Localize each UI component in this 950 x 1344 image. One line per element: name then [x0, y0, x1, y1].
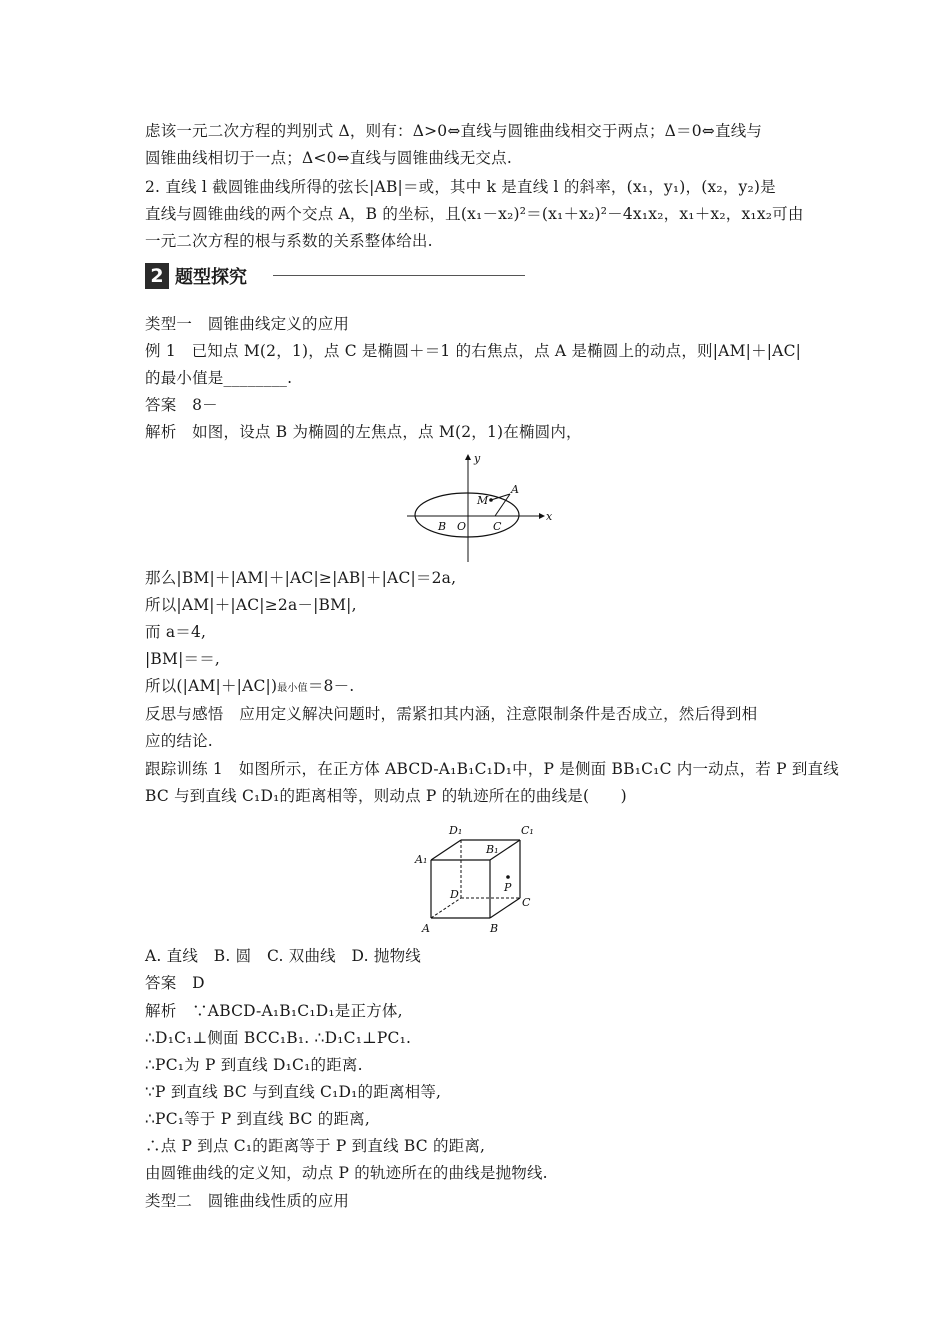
intro-line-1: 虑该一元二次方程的判别式 Δ，则有：Δ>0⇔直线与圆锥曲线相交于两点；Δ＝0⇔直线与	[145, 122, 763, 140]
cube-label-c: C	[522, 896, 531, 909]
segment-ma	[491, 494, 510, 500]
type2-title: 类型二 圆锥曲线性质的应用	[145, 1192, 350, 1210]
step-2: 所以|AM|＋|AC|≥2a－|BM|,	[145, 596, 357, 614]
practice1-line-2: BC 与到直线 C₁D₁的距离相等，则动点 P 的轨迹所在的曲线是( )	[145, 787, 627, 805]
cube-label-a: A	[422, 922, 430, 935]
step-1: 那么|BM|＋|AM|＋|AC|≥|AB|＋|AC|＝2a,	[145, 569, 457, 587]
cube-label-a1: A₁	[415, 853, 428, 866]
step-5-tail: ＝8－.	[307, 677, 355, 695]
practice1-step-4: ∴PC₁等于 P 到直线 BC 的距离,	[145, 1110, 370, 1128]
step-5-main: 所以(|AM|＋|AC|)	[145, 677, 278, 695]
practice1-answer: 答案 D	[145, 974, 205, 992]
label-c: C	[493, 520, 502, 533]
practice1-step-3: ∵P 到直线 BC 与到直线 C₁D₁的距离相等,	[145, 1083, 442, 1101]
step-4: |BM|＝＝,	[145, 650, 221, 668]
practice1-analysis: 解析 ∵ABCD-A₁B₁C₁D₁是正方体,	[145, 1002, 403, 1020]
cube-label-c1: C₁	[521, 824, 534, 837]
example1-answer: 答案 8－	[145, 396, 218, 414]
intro-line-4: 直线与圆锥曲线的两个交点 A，B 的坐标，且(x₁－x₂)²＝(x₁＋x₂)²－4x₁x₂，x₁＋x₂，x₁x₂可由	[145, 205, 804, 223]
label-o: O	[457, 520, 467, 533]
cube-label-b1: B₁	[486, 843, 499, 856]
ellipse-figure	[407, 454, 552, 564]
section-rule	[273, 275, 525, 276]
practice1-step-5: ∴点 P 到点 C₁的距离等于 P 到直线 BC 的距离,	[145, 1137, 486, 1155]
label-a: A	[511, 483, 519, 496]
ellipse-curve	[415, 493, 519, 537]
section-number-badge: 2	[145, 263, 169, 289]
section-heading	[145, 263, 247, 289]
cube-label-b: B	[490, 922, 499, 935]
practice1-step-2: ∴PC₁为 P 到直线 D₁C₁的距离.	[145, 1056, 363, 1074]
step-3: 而 a＝4,	[145, 623, 207, 641]
y-axis-arrow	[465, 454, 471, 460]
example1-line-2: 的最小值是________.	[145, 369, 293, 387]
label-x: x	[546, 510, 552, 523]
example1-analysis: 解析 如图，设点 B 为椭圆的左焦点，点 M(2，1)在椭圆内，	[145, 423, 582, 441]
practice1-step-6: 由圆锥曲线的定义知，动点 P 的轨迹所在的曲线是抛物线.	[145, 1164, 548, 1182]
label-b: B	[438, 520, 447, 533]
example1-line-1: 例 1 已知点 M(2，1)，点 C 是椭圆＋＝1 的右焦点，点 A 是椭圆上的动点，则|AM|＋|AC|	[145, 342, 802, 360]
cube-label-d1: D₁	[449, 824, 463, 837]
reflect-line-1: 反思与感悟 应用定义解决问题时，需紧扣其内涵，注意限制条件是否成立，然后得到相	[145, 705, 758, 723]
reflect-line-2: 应的结论.	[145, 732, 213, 750]
cube-figure	[413, 815, 543, 940]
label-m: M	[477, 494, 489, 507]
practice1-options: A. 直线 B. 圆 C. 双曲线 D. 抛物线	[145, 947, 421, 965]
cube-label-p: P	[504, 881, 512, 894]
step-5	[145, 673, 354, 702]
label-y: y	[474, 454, 481, 465]
intro-line-3: 2. 直线 l 截圆锥曲线所得的弦长|AB|＝或，其中 k 是直线 l 的斜率，(x₁，y₁)，(x₂，y₂)是	[145, 178, 776, 196]
intro-line-2: 圆锥曲线相切于一点；Δ<0⇔直线与圆锥曲线无交点.	[145, 149, 512, 167]
cube-point-p	[506, 875, 510, 879]
practice1-step-1: ∴D₁C₁⊥侧面 BCC₁B₁. ∴D₁C₁⊥PC₁.	[145, 1029, 412, 1047]
practice1-line-1: 跟踪训练 1 如图所示，在正方体 ABCD-A₁B₁C₁D₁中，P 是侧面 BB₁C₁C 内一动点，若 P 到直线	[145, 760, 839, 778]
point-m	[489, 498, 493, 502]
intro-line-5: 一元二次方程的根与系数的关系整体给出.	[145, 232, 433, 250]
section-title: 题型探究	[175, 267, 247, 288]
x-axis-arrow	[539, 513, 545, 519]
cube-label-d: D	[450, 888, 459, 901]
step-5-subscript: 最小值	[277, 683, 308, 694]
type1-title: 类型一 圆锥曲线定义的应用	[145, 315, 350, 333]
